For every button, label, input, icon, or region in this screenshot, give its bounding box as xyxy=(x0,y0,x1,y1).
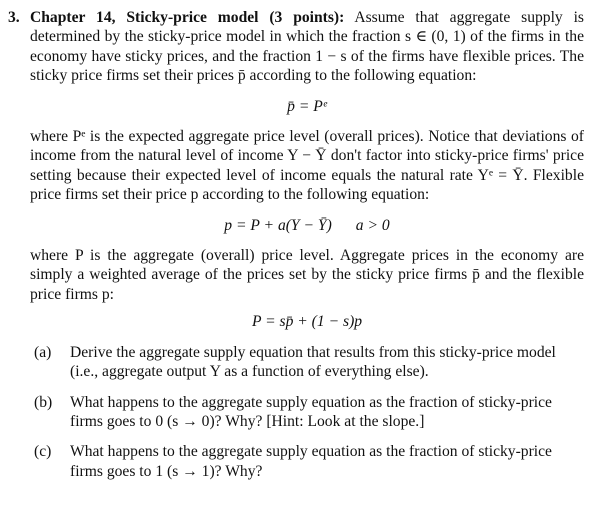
problem-title: Chapter 14, Sticky-price model (3 points): xyxy=(30,9,345,26)
equation-aggregate-price: P = sp̄ + (1 − s)p xyxy=(251,313,363,331)
sub-question-b xyxy=(34,393,584,432)
equation-flexible-price-main: p = P + a(Y − Ȳ) xyxy=(224,216,332,234)
sub-question-label: (b) xyxy=(34,393,53,411)
equation-sticky-price: p̄ = Pᵉ xyxy=(287,97,327,115)
sub-question-text: Derive the aggregate supply equation that results from this sticky-price model (i.e., aggregate output Y as a function of everything else). xyxy=(70,343,556,381)
paragraph-expected-income: where Pᵉ is the expected aggregate price level (overall prices). Notice that deviations of income from the natural level of income Y − Ȳ don't factor into sticky-price firms' price setting because their expected level of income equals the natural rate Yᵉ = Ȳ. Flexible price firms set their price p according to the following equation: xyxy=(30,128,584,204)
sub-questions xyxy=(34,343,584,481)
paragraph-aggregate-price: where P is the aggregate (overall) price level. Aggregate prices in the economy are simply a weighted average of the prices set by the sticky price firms p̄ and the flexible price firms p: xyxy=(30,247,584,303)
intro-text: Assume that aggregate supply is determined by the sticky-price model in which the fraction s ∈ (0, 1) of the firms in the economy have sticky prices, and the fraction 1 − s of the firms have flexible prices. The sticky price firms set their prices p̄ according to the following equation: xyxy=(30,9,584,85)
sub-question-c xyxy=(34,442,584,481)
problem-3 xyxy=(8,8,584,481)
sub-question-a xyxy=(34,343,584,382)
equation-flexible-price-condition: a > 0 xyxy=(355,216,390,234)
problem-number: 3. xyxy=(8,9,20,26)
equation-flexible-price xyxy=(30,216,584,235)
intro-paragraph xyxy=(30,8,584,86)
problem-body xyxy=(30,8,584,481)
sub-question-label: (c) xyxy=(34,443,52,461)
sub-question-label: (a) xyxy=(34,343,52,361)
sub-question-text: What happens to the aggregate supply equation as the fraction of sticky-price firms goes to 1 (s → 1)? Why? xyxy=(70,443,552,480)
sub-question-text: What happens to the aggregate supply equation as the fraction of sticky-price firms goes to 0 (s → 0)? Why? [Hint: Look at the slope.] xyxy=(70,393,552,430)
